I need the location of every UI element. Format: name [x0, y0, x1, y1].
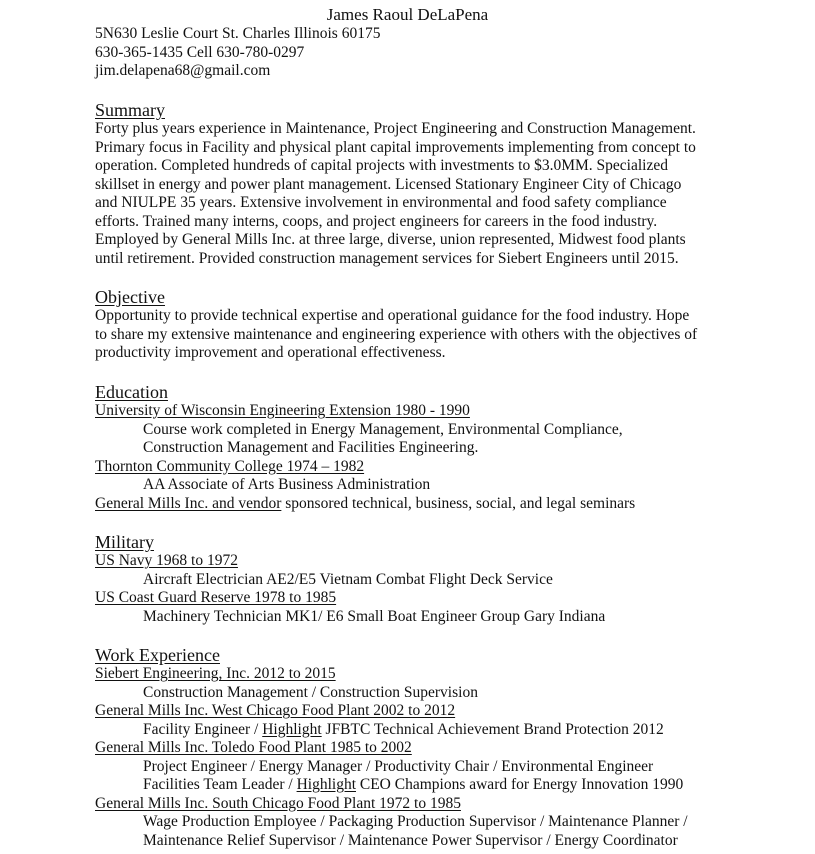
- highlight-label: Highlight: [262, 720, 322, 738]
- work-west-chicago-detail: [95, 721, 688, 740]
- summary-line: Employed by General Mills Inc. at three large, diverse, union represented, Midwest food plants: [95, 231, 686, 248]
- work-toledo: General Mills Inc. Toledo Food Plant 1985 to 2002: [95, 739, 412, 756]
- work-siebert-detail: Construction Management / Construction Supervision: [143, 683, 478, 701]
- resume-name: James Raoul DeLaPena: [326, 5, 489, 24]
- summary-text: [95, 120, 735, 268]
- toledo-award: CEO Champions award for Energy Innovation 1990: [356, 776, 684, 793]
- address: 5N630 Leslie Court St. Charles Illinois 60175: [95, 25, 381, 42]
- work-west-chicago: General Mills Inc. West Chicago Food Plant 2002 to 2012: [95, 702, 456, 719]
- summary-heading: Summary: [95, 100, 165, 120]
- seminars-organization: General Mills Inc. and vendor: [95, 494, 282, 512]
- education-wisconsin-detail: Course work completed in Energy Management, Environmental Compliance,: [143, 420, 623, 438]
- education-thornton: Thornton Community College 1974 – 1982: [95, 457, 365, 475]
- summary-line: efforts. Trained many interns, coops, and project engineers for careers in the food industry.: [95, 212, 658, 230]
- seminars-description: sponsored technical, business, social, and legal seminars: [281, 494, 636, 512]
- west-chicago-award: JFBTC Technical Achievement Brand Protection 2012: [321, 720, 664, 738]
- work-south-chicago-detail: Wage Production Employee / Packaging Production Supervisor / Maintenance Planner /: [143, 813, 688, 830]
- toledo-role: Facilities Team Leader /: [143, 776, 297, 793]
- work-toledo-detail-2: [95, 776, 688, 795]
- contact-info: [95, 25, 380, 81]
- education-heading: Education: [95, 382, 168, 402]
- highlight-label: Highlight: [296, 776, 356, 793]
- education-wisconsin: University of Wisconsin Engineering Extension 1980 - 1990: [95, 402, 470, 419]
- work-siebert: Siebert Engineering, Inc. 2012 to 2015: [95, 665, 336, 682]
- summary-line: Forty plus years experience in Maintenance, Project Engineering and Construction Management.: [95, 120, 696, 137]
- work-south-chicago: General Mills Inc. South Chicago Food Plant 1972 to 1985: [95, 794, 461, 812]
- military-navy: US Navy 1968 to 1972: [95, 552, 238, 569]
- objective-line: productivity improvement and operational effectiveness.: [95, 344, 446, 361]
- work-block: [95, 665, 688, 850]
- education-wisconsin-detail: Construction Management and Facilities Engineering.: [143, 439, 479, 456]
- work-toledo-detail: Project Engineer / Energy Manager / Productivity Chair / Environmental Engineer: [143, 757, 654, 775]
- military-navy-detail: Aircraft Electrician AE2/E5 Vietnam Combat Flight Deck Service: [143, 570, 553, 588]
- email: jim.delapena68@gmail.com: [95, 62, 271, 79]
- military-block: [95, 552, 605, 626]
- education-block: [95, 402, 635, 513]
- objective-text: [95, 307, 735, 363]
- summary-line: Primary focus in Facility and physical plant capital improvements implementing from concept to: [95, 138, 696, 156]
- education-thornton-detail: AA Associate of Arts Business Administration: [143, 476, 431, 493]
- education-seminars: [95, 495, 635, 514]
- summary-line: skillset in energy and power plant management. Licensed Stationary Engineer City of Chicago: [95, 175, 682, 193]
- summary-line: and NIULPE 35 years. Extensive involvement in environmental and food safety compliance: [95, 194, 667, 211]
- work-heading: Work Experience: [95, 645, 220, 665]
- west-chicago-role: Facility Engineer /: [143, 720, 263, 738]
- military-heading: Military: [95, 532, 154, 552]
- objective-line: Opportunity to provide technical expertise and operational guidance for the food industry. Hope: [95, 307, 690, 324]
- objective-line: to share my extensive maintenance and engineering experience with others with the objectives of: [95, 325, 698, 343]
- phone: 630-365-1435 Cell 630-780-0297: [95, 43, 305, 61]
- summary-line: until retirement. Provided construction management services for Siebert Engineers until 2015.: [95, 249, 679, 267]
- summary-line: operation. Completed hundreds of capital projects with investments to $3.0MM. Specialized: [95, 157, 668, 174]
- military-coast-guard-detail: Machinery Technician MK1/ E6 Small Boat Engineer Group Gary Indiana: [143, 607, 606, 625]
- objective-heading: Objective: [95, 287, 165, 307]
- military-coast-guard: US Coast Guard Reserve 1978 to 1985: [95, 589, 337, 606]
- work-south-chicago-detail: Maintenance Relief Supervisor / Maintenance Power Supervisor / Energy Coordinator: [143, 831, 678, 849]
